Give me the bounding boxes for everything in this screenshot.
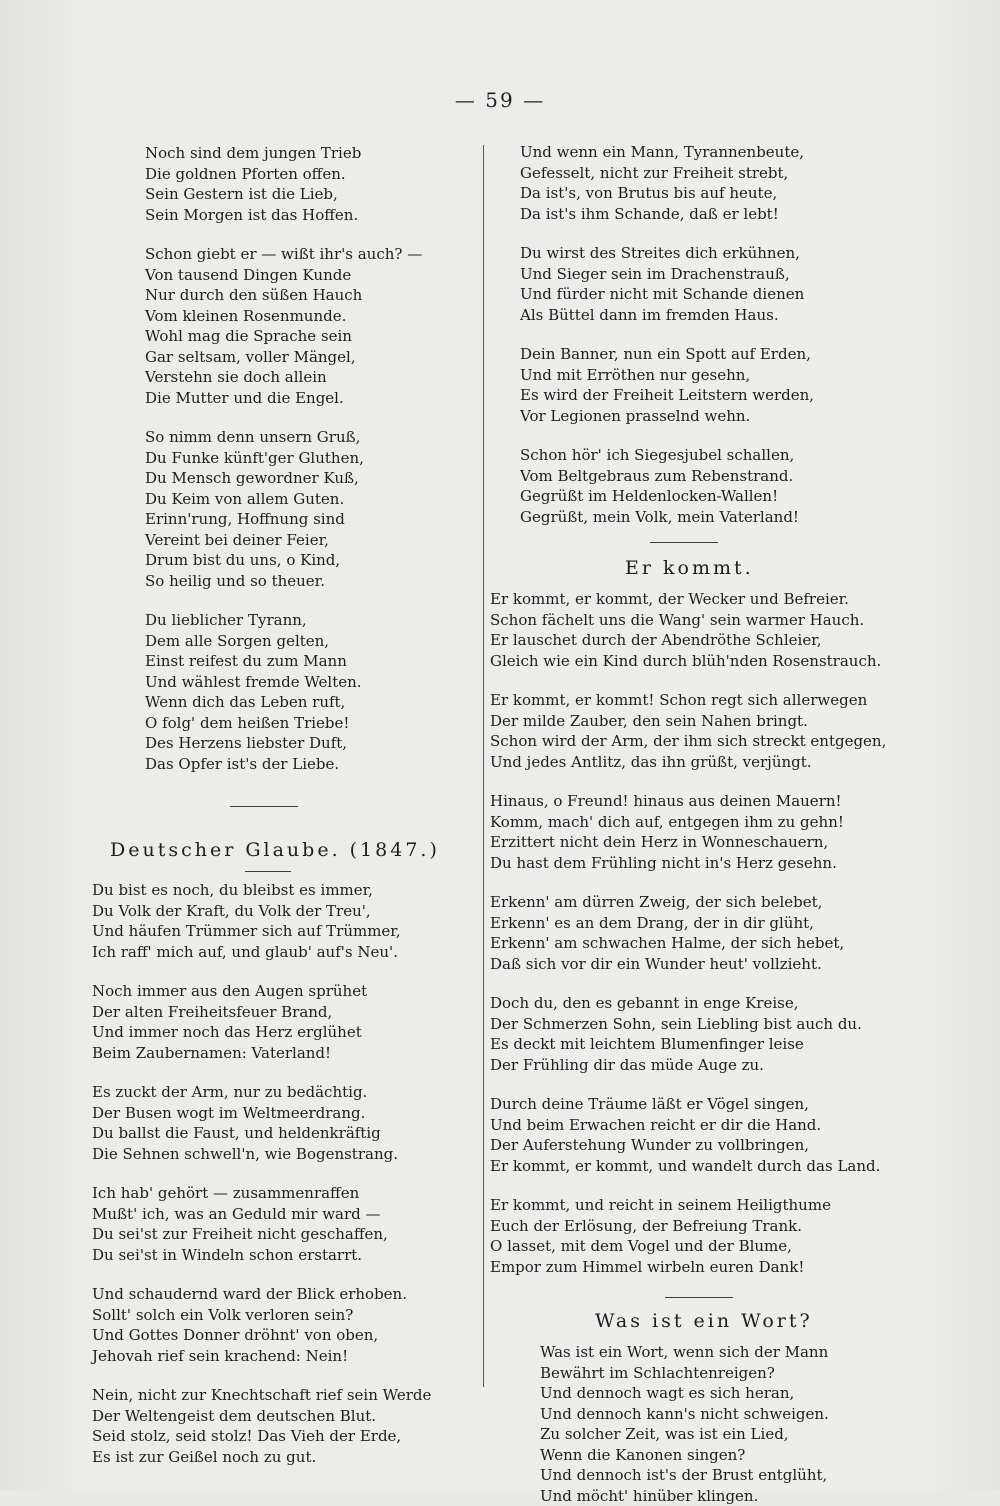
verse-line: Und Sieger sein im Drachenstrauß, <box>520 264 900 285</box>
verse-line: Erkenn' am schwachen Halme, der sich hebet, <box>490 933 900 954</box>
stanza <box>490 993 900 1075</box>
verse-line: Jehovah rief sein krachend: Nein! <box>92 1346 480 1367</box>
verse-line: Gegrüßt im Heldenlocken-Wallen! <box>520 486 900 507</box>
verse-line: Und schaudernd ward der Blick erhoben. <box>92 1284 480 1305</box>
verse-line: Da ist's ihm Schande, daß er lebt! <box>520 204 900 225</box>
stanza <box>145 610 480 774</box>
verse-line: Du sei'st in Windeln schon erstarrt. <box>92 1245 480 1266</box>
stanza <box>490 589 900 671</box>
verse-line: Mußt' ich, was an Geduld mir ward — <box>92 1204 480 1225</box>
verse-line: Der Auferstehung Wunder zu vollbringen, <box>490 1135 900 1156</box>
verse-line: Ich hab' gehört — zusammenraffen <box>92 1183 480 1204</box>
verse-line: Verstehn sie doch allein <box>145 367 480 388</box>
verse-line: Und dennoch kann's nicht schweigen. <box>540 1404 900 1425</box>
verse-line: Schon wird der Arm, der ihm sich streckt entgegen, <box>490 731 900 752</box>
stanza <box>490 1094 900 1176</box>
verse-line: Noch sind dem jungen Trieb <box>145 143 480 164</box>
verse-line: O lasset, mit dem Vogel und der Blume, <box>490 1236 900 1257</box>
verse-line: Und dennoch wagt es sich heran, <box>540 1383 900 1404</box>
verse-line: Und mit Erröthen nur gesehn, <box>520 365 900 386</box>
verse-line: Du lieblicher Tyrann, <box>145 610 480 631</box>
left-column <box>90 143 480 1467</box>
verse-line: Euch der Erlösung, der Befreiung Trank. <box>490 1216 900 1237</box>
verse-line: Und dennoch ist's der Brust entglüht, <box>540 1465 900 1486</box>
verse-line: Schon hör' ich Siegesjubel schallen, <box>520 445 900 466</box>
verse-line: Vom kleinen Rosenmunde. <box>145 306 480 327</box>
verse-line: Sein Morgen ist das Hoffen. <box>145 205 480 226</box>
verse-line: Und fürder nicht mit Schande dienen <box>520 284 900 305</box>
verse-line: Sollt' solch ein Volk verloren sein? <box>92 1305 480 1326</box>
stanza <box>490 1195 900 1277</box>
verse-line: Die goldnen Pforten offen. <box>145 164 480 185</box>
verse-line: Gefesselt, nicht zur Freiheit strebt, <box>520 163 900 184</box>
verse-line: Gegrüßt, mein Volk, mein Vaterland! <box>520 507 900 528</box>
verse-line: Vereint bei deiner Feier, <box>145 530 480 551</box>
verse-line: O folg' dem heißen Triebe! <box>145 713 480 734</box>
verse-line: Des Herzens liebster Duft, <box>145 733 480 754</box>
verse-line: Und wenn ein Mann, Tyrannenbeute, <box>520 142 900 163</box>
stanza <box>520 344 900 426</box>
verse-line: Und beim Erwachen reicht er dir die Hand. <box>490 1115 900 1136</box>
stanza <box>92 1284 480 1366</box>
verse-line: Du bist es noch, du bleibst es immer, <box>92 880 480 901</box>
poem-3 <box>490 589 900 1277</box>
column-divider <box>483 145 484 1387</box>
verse-line: Hinaus, o Freund! hinaus aus deinen Mauern! <box>490 791 900 812</box>
verse-line: Zu solcher Zeit, was ist ein Lied, <box>540 1424 900 1445</box>
verse-line: Und immer noch das Herz erglühet <box>92 1022 480 1043</box>
stanza <box>540 1342 900 1506</box>
verse-line: Er lauschet durch der Abendröthe Schleier, <box>490 630 900 651</box>
verse-line: Sein Gestern ist die Lieb, <box>145 184 480 205</box>
verse-line: Schon fächelt uns die Wang' sein warmer Hauch. <box>490 610 900 631</box>
verse-line: Vor Legionen prasselnd wehn. <box>520 406 900 427</box>
stanza <box>490 791 900 873</box>
verse-line: Als Büttel dann im fremden Haus. <box>520 305 900 326</box>
verse-line: Der Schmerzen Sohn, sein Liebling bist auch du. <box>490 1014 900 1035</box>
verse-line: Wenn die Kanonen singen? <box>540 1445 900 1466</box>
verse-line: Ich raff' mich auf, und glaub' auf's Neu'. <box>92 942 480 963</box>
verse-line: Du wirst des Streites dich erkühnen, <box>520 243 900 264</box>
stanza <box>490 690 900 772</box>
verse-line: Wenn dich das Leben ruft, <box>145 692 480 713</box>
verse-line: Der Frühling dir das müde Auge zu. <box>490 1055 900 1076</box>
poem-2 <box>90 880 480 1467</box>
verse-line: Er kommt, und reicht in seinem Heiligthume <box>490 1195 900 1216</box>
poem-2-continued <box>490 142 900 527</box>
verse-line: Gleich wie ein Kind durch blüh'nden Rosenstrauch. <box>490 651 900 672</box>
verse-line: Das Opfer ist's der Liebe. <box>145 754 480 775</box>
verse-line: Doch du, den es gebannt in enge Kreise, <box>490 993 900 1014</box>
stanza <box>520 243 900 325</box>
verse-line: Die Mutter und die Engel. <box>145 388 480 409</box>
verse-line: Was ist ein Wort, wenn sich der Mann <box>540 1342 900 1363</box>
stanza <box>145 427 480 591</box>
verse-line: Du sei'st zur Freiheit nicht geschaffen, <box>92 1224 480 1245</box>
right-column <box>490 142 900 1506</box>
verse-line: Es zuckt der Arm, nur zu bedächtig. <box>92 1082 480 1103</box>
verse-line: Es ist zur Geißel noch zu gut. <box>92 1447 480 1468</box>
verse-line: Der alten Freiheitsfeuer Brand, <box>92 1002 480 1023</box>
verse-line: Die Sehnen schwell'n, wie Bogenstrang. <box>92 1144 480 1165</box>
verse-line: Du ballst die Faust, und heldenkräftig <box>92 1123 480 1144</box>
verse-line: Du Volk der Kraft, du Volk der Treu', <box>92 901 480 922</box>
poem-title: Deutscher Glaube. (1847.) <box>90 837 480 863</box>
verse-line: Einst reifest du zum Mann <box>145 651 480 672</box>
stanza <box>520 142 900 224</box>
verse-line: Wohl mag die Sprache sein <box>145 326 480 347</box>
stanza <box>92 1183 480 1265</box>
verse-line: Und jedes Antlitz, das ihn grüßt, verjüngt. <box>490 752 900 773</box>
page-number: — 59 — <box>0 88 1000 112</box>
stanza <box>92 981 480 1063</box>
verse-line: Dem alle Sorgen gelten, <box>145 631 480 652</box>
poem-1 <box>90 143 480 774</box>
verse-line: Empor zum Himmel wirbeln euren Dank! <box>490 1257 900 1278</box>
verse-line: Daß sich vor dir ein Wunder heut' vollzieht. <box>490 954 900 975</box>
stanza <box>520 445 900 527</box>
verse-line: Es wird der Freiheit Leitstern werden, <box>520 385 900 406</box>
verse-line: Du Mensch gewordner Kuß, <box>145 468 480 489</box>
verse-line: Vom Beltgebraus zum Rebenstrand. <box>520 466 900 487</box>
verse-line: Beim Zaubernamen: Vaterland! <box>92 1043 480 1064</box>
verse-line: Nein, nicht zur Knechtschaft rief sein Werde <box>92 1385 480 1406</box>
verse-line: Es deckt mit leichtem Blumenfinger leise <box>490 1034 900 1055</box>
verse-line: Noch immer aus den Augen sprühet <box>92 981 480 1002</box>
verse-line: Drum bist du uns, o Kind, <box>145 550 480 571</box>
stanza <box>145 244 480 408</box>
stanza <box>490 892 900 974</box>
stanza <box>92 1385 480 1467</box>
verse-line: Da ist's, von Brutus bis auf heute, <box>520 183 900 204</box>
verse-line: Und möcht' hinüber klingen. <box>540 1486 900 1506</box>
verse-line: Erkenn' am dürren Zweig, der sich belebet, <box>490 892 900 913</box>
verse-line: Und häufen Trümmer sich auf Trümmer, <box>92 921 480 942</box>
verse-line: Erzittert nicht dein Herz in Wonneschauern, <box>490 832 900 853</box>
verse-line: Gar seltsam, voller Mängel, <box>145 347 480 368</box>
verse-line: So heilig und so theuer. <box>145 571 480 592</box>
verse-line: Der Busen wogt im Weltmeerdrang. <box>92 1103 480 1124</box>
verse-line: Bewährt im Schlachtenreigen? <box>540 1363 900 1384</box>
verse-line: So nimm denn unsern Gruß, <box>145 427 480 448</box>
verse-line: Er kommt, er kommt! Schon regt sich allerwegen <box>490 690 900 711</box>
verse-line: Durch deine Träume läßt er Vögel singen, <box>490 1094 900 1115</box>
verse-line: Erkenn' es an dem Drang, der in dir glüht, <box>490 913 900 934</box>
stanza <box>145 143 480 225</box>
verse-line: Dein Banner, nun ein Spott auf Erden, <box>520 344 900 365</box>
verse-line: Komm, mach' dich auf, entgegen ihm zu gehn! <box>490 812 900 833</box>
verse-line: Schon giebt er — wißt ihr's auch? — <box>145 244 480 265</box>
verse-line: Nur durch den süßen Hauch <box>145 285 480 306</box>
verse-line: Der Weltengeist dem deutschen Blut. <box>92 1406 480 1427</box>
verse-line: Du hast dem Frühling nicht in's Herz gesehn. <box>490 853 900 874</box>
verse-line: Du Keim von allem Guten. <box>145 489 480 510</box>
verse-line: Du Funke künft'ger Gluthen, <box>145 448 480 469</box>
verse-line: Er kommt, er kommt, der Wecker und Befreier. <box>490 589 900 610</box>
verse-line: Von tausend Dingen Kunde <box>145 265 480 286</box>
verse-line: Erinn'rung, Hoffnung sind <box>145 509 480 530</box>
verse-line: Der milde Zauber, den sein Nahen bringt. <box>490 711 900 732</box>
poem-4 <box>490 1342 900 1506</box>
verse-line: Er kommt, er kommt, und wandelt durch das Land. <box>490 1156 900 1177</box>
verse-line: Und Gottes Donner dröhnt' von oben, <box>92 1325 480 1346</box>
poem-title: Was ist ein Wort? <box>490 1308 900 1334</box>
stanza <box>92 880 480 962</box>
verse-line: Seid stolz, seid stolz! Das Vieh der Erde, <box>92 1426 480 1447</box>
poem-title: Er kommt. <box>490 555 900 581</box>
stanza <box>92 1082 480 1164</box>
verse-line: Und wählest fremde Welten. <box>145 672 480 693</box>
